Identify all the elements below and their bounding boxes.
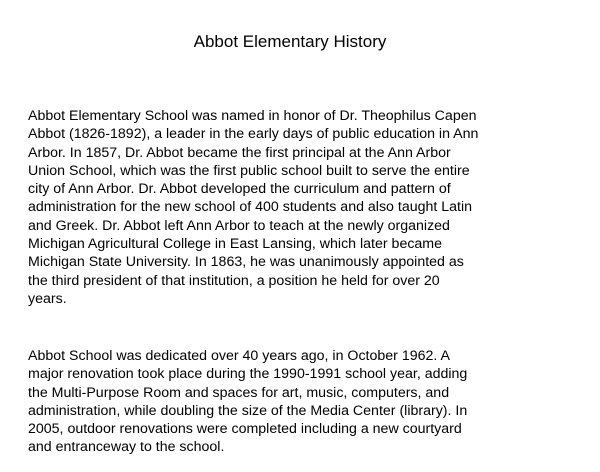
- paragraph-line: and Greek. Dr. Abbot left Ann Arbor to teach at the newly organized: [28, 217, 450, 234]
- paragraph-line: Union School, which was the first public school built to serve the entire: [28, 162, 470, 179]
- paragraph-line: Michigan State University. In 1863, he was unanimously appointed as: [28, 254, 464, 271]
- paragraph-line: years.: [28, 290, 67, 307]
- paragraph-line: the third president of that institution, a position he held for over 20: [28, 272, 440, 289]
- paragraph-line: administration for the new school of 400 students and also taught Latin: [28, 199, 473, 216]
- paragraph-line: Arbor. In 1857, Dr. Abbot became the first principal at the Ann Arbor: [28, 144, 451, 161]
- paragraph-line: and entranceway to the school.: [28, 439, 225, 456]
- history-paragraph-2: [28, 347, 588, 457]
- page-title-text: Abbot Elementary History: [193, 32, 387, 51]
- paragraph-line: Abbot Elementary School was named in honor of Dr. Theophilus Capen: [28, 108, 477, 124]
- paragraph-line: Michigan Agricultural College in East Lansing, which later became: [28, 236, 443, 253]
- paragraph-line: 2005, outdoor renovations were completed including a new courtyard: [28, 421, 462, 438]
- history-paragraph-1: [28, 107, 588, 308]
- paragraph-line: Abbot School was dedicated over 40 years ago, in October 1962. A: [28, 348, 450, 364]
- paragraph-line: the Multi-Purpose Room and spaces for art, music, computers, and: [28, 384, 450, 401]
- paragraph-line: administration, while doubling the size of the Media Center (library). In: [28, 402, 468, 419]
- paragraph-line: Abbot (1826-1892), a leader in the early days of public education in Ann: [28, 126, 479, 143]
- paragraph-line: city of Ann Arbor. Dr. Abbot developed the curriculum and pattern of: [28, 181, 451, 198]
- page-title: [0, 31, 600, 53]
- paragraph-line: major renovation took place during the 1990-1991 school year, adding: [28, 366, 468, 383]
